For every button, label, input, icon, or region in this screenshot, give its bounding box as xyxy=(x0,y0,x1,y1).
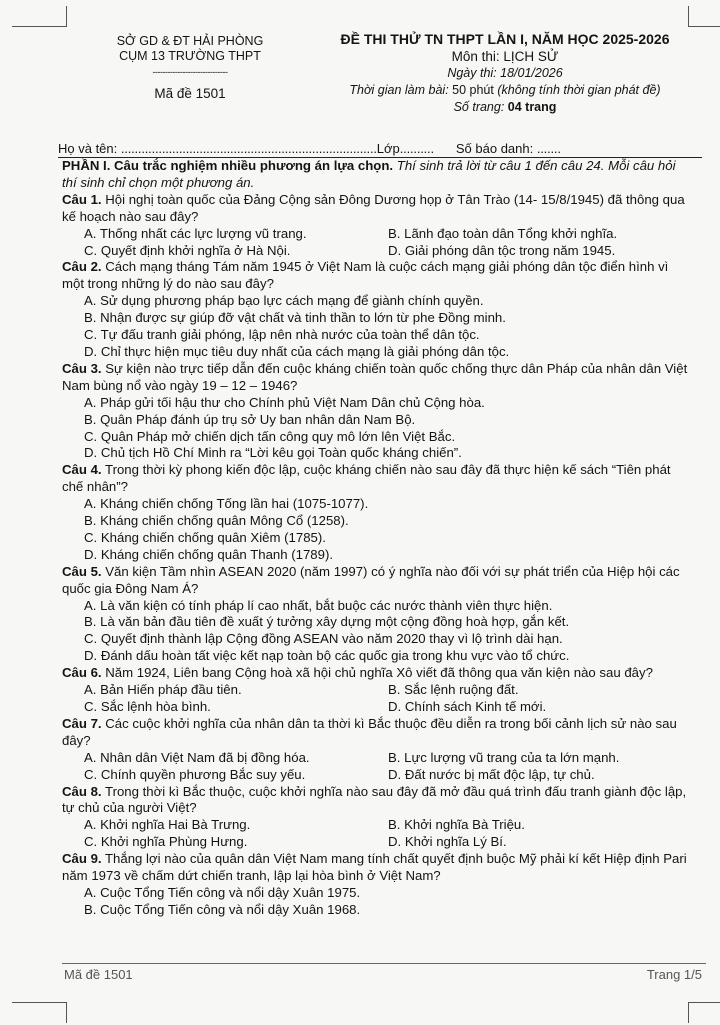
footer-exam-code: Mã đề 1501 xyxy=(64,967,133,982)
answer-option[interactable]: D. Chủ tịch Hồ Chí Minh ra “Lời kêu gọi Toàn quốc kháng chiến”. xyxy=(84,445,462,461)
student-info-line xyxy=(58,141,702,156)
header-right xyxy=(290,31,720,116)
duration-value: 50 phút xyxy=(452,83,494,97)
answer-option[interactable]: D. Đánh dấu hoàn tất việc kết nạp toàn bộ các quốc gia trong khu vực vào tổ chức. xyxy=(84,648,570,664)
exam-subject: Môn thi: LỊCH SỬ xyxy=(451,49,559,64)
crop-mark-top-left xyxy=(12,6,67,27)
answer-option[interactable]: C. Quyết định thành lập Cộng đồng ASEAN vào năm 2020 thay vì lộ trình dài hạn. xyxy=(84,631,563,647)
answer-option[interactable]: A. Cuộc Tổng Tiến công và nổi dậy Xuân 1975. xyxy=(84,884,361,900)
page-footer xyxy=(0,963,720,1003)
answer-option[interactable]: A. Bản Hiến pháp đầu tiên. xyxy=(84,682,242,698)
page-count xyxy=(290,99,720,116)
answer-option[interactable]: B. Quân Pháp đánh úp trụ sở Uy ban nhân dân Nam Bộ. xyxy=(84,411,416,427)
answer-option[interactable]: C. Chính quyền phương Bắc suy yếu. xyxy=(84,766,306,782)
name-field[interactable]: ........................................................................... xyxy=(120,141,377,156)
duration-label: Thời gian làm bài: xyxy=(349,83,453,97)
exam-date: Ngày thi: 18/01/2026 xyxy=(447,66,563,80)
answer-option[interactable]: C. Kháng chiến chống quân Xiêm (1785). xyxy=(84,529,326,545)
footer-page-number: Trang 1/5 xyxy=(646,967,702,982)
answer-option[interactable]: D. Kháng chiến chống quân Thanh (1789). xyxy=(84,546,334,562)
part-1-title: PHẦN I. Câu trắc nghiệm nhiều phương án lựa chọn. xyxy=(62,158,394,173)
part-1-instruction: Thí sinh trả lời từ câu 1 đến câu 24. Mỗi câu hỏi thí sinh chỉ chọn một phương án. xyxy=(62,158,676,190)
question-2 xyxy=(62,259,692,293)
answer-option[interactable]: A. Kháng chiến chống Tống lần hai (1075-1077). xyxy=(84,496,369,512)
exam-body xyxy=(62,158,692,919)
answer-option[interactable]: A. Sử dụng phương pháp bạo lực cách mạng để giành chính quyền. xyxy=(84,293,484,309)
answer-option[interactable]: D. Khởi nghĩa Lý Bí. xyxy=(388,834,507,850)
question-9 xyxy=(62,851,692,885)
department: SỞ GD & ĐT HẢI PHÒNG xyxy=(116,34,264,48)
answer-option[interactable]: B. Là văn bản đầu tiên đề xuất ý tưởng xây dựng một cộng đồng hoà hợp, gắn kết. xyxy=(84,614,570,630)
answer-option[interactable]: A. Khởi nghĩa Hai Bà Trưng. xyxy=(84,817,251,833)
answer-option[interactable]: B. Lãnh đạo toàn dân Tổng khởi nghĩa. xyxy=(388,225,618,241)
answer-option[interactable]: B. Cuộc Tổng Tiến công và nổi dậy Xuân 1968. xyxy=(84,901,361,917)
question-number: Câu 4. xyxy=(62,462,102,478)
question-text: Các cuộc khởi nghĩa của nhân dân ta thời kì Bắc thuộc đều diễn ra trong bối cảnh lịch sử nào sau đây? xyxy=(62,715,677,748)
answer-option[interactable]: C. Tự đấu tranh giải phóng, lập nên nhà nước của toàn thể dân tộc. xyxy=(84,327,480,343)
option-row xyxy=(62,243,692,260)
answer-option[interactable]: B. Kháng chiến chống quân Mông Cổ (1258). xyxy=(84,513,349,529)
answer-option[interactable]: D. Giải phóng dân tộc trong năm 1945. xyxy=(388,242,616,258)
question-number: Câu 9. xyxy=(62,851,102,867)
answer-option[interactable]: B. Nhận được sự giúp đỡ vật chất và tinh thần to lớn từ phe Đồng minh. xyxy=(84,310,506,326)
answer-option[interactable]: D. Đất nước bị mất độc lập, tự chủ. xyxy=(388,766,595,782)
question-8 xyxy=(62,784,692,818)
question-text: Cách mạng tháng Tám năm 1945 ở Việt Nam là cuộc cách mạng giải phóng dân tộc điển hình vì một trong những lý do nào sau đây? xyxy=(62,259,669,292)
option-row xyxy=(62,699,692,716)
question-text: Trong thời kỳ phong kiến độc lập, cuộc kháng chiến nào sau đây đã thực hiện kế sách “Tiên phát chế nhân”? xyxy=(62,462,671,495)
exam-code: Mã đề 1501 xyxy=(154,86,226,101)
crop-mark-bottom-right xyxy=(688,1002,720,1023)
answer-option[interactable]: A. Nhân dân Việt Nam đã bị đồng hóa. xyxy=(84,749,310,765)
footer-divider xyxy=(62,963,706,964)
question-6 xyxy=(62,665,692,682)
part-1-heading xyxy=(62,158,692,192)
name-label: Họ và tên: xyxy=(58,141,121,156)
school-cluster: CỤM 13 TRƯỜNG THPT xyxy=(119,49,261,63)
question-number: Câu 3. xyxy=(62,360,102,376)
question-number: Câu 1. xyxy=(62,191,102,207)
option-row xyxy=(62,682,692,699)
question-1 xyxy=(62,192,692,226)
option-row xyxy=(62,834,692,851)
answer-option[interactable]: A. Thống nhất các lực lượng vũ trang. xyxy=(84,225,307,241)
option-row xyxy=(62,226,692,243)
header-divider: ------------------------------ xyxy=(152,67,228,77)
question-number: Câu 2. xyxy=(62,259,102,275)
question-number: Câu 8. xyxy=(62,783,102,799)
answer-option[interactable]: D. Chính sách Kinh tế mới. xyxy=(388,699,547,714)
question-list xyxy=(62,192,692,919)
question-number: Câu 7. xyxy=(62,715,102,731)
question-3 xyxy=(62,361,692,395)
class-label: Lớp xyxy=(376,141,400,156)
answer-option[interactable]: D. Chỉ thực hiện mục tiêu duy nhất của cách mạng là giải phóng dân tộc. xyxy=(84,343,510,359)
question-text: Năm 1924, Liên bang Cộng hoà xã hội chủ nghĩa Xô viết đã thông qua văn kiện nào sau đây? xyxy=(101,665,653,681)
header-left xyxy=(85,34,295,101)
option-row xyxy=(62,817,692,834)
answer-option[interactable]: A. Là văn kiện có tính pháp lí cao nhất, bắt buộc các nước thành viên thực hiện. xyxy=(84,597,553,613)
option-row xyxy=(62,750,692,767)
question-text: Hội nghị toàn quốc của Đảng Cộng sản Đông Dương họp ở Tân Trào (14- 15/8/1945) đã thông qua kế hoạch nào sau đây? xyxy=(62,191,685,224)
answer-option[interactable]: C. Khởi nghĩa Phùng Hưng. xyxy=(84,834,248,850)
answer-option[interactable]: B. Sắc lệnh ruộng đất. xyxy=(388,682,519,698)
class-field[interactable]: .......... xyxy=(399,141,434,156)
sbd-field[interactable]: ....... xyxy=(536,141,561,156)
question-5 xyxy=(62,564,692,598)
question-number: Câu 5. xyxy=(62,563,102,579)
answer-option[interactable]: C. Quyết định khởi nghĩa ở Hà Nội. xyxy=(84,242,291,258)
exam-title: ĐỀ THI THỬ TN THPT LẦN I, NĂM HỌC 2025-2026 xyxy=(340,31,670,47)
crop-mark-top-right xyxy=(688,6,720,27)
duration-note: (không tính thời gian phát đề) xyxy=(493,83,661,97)
question-text: Trong thời kì Bắc thuộc, cuộc khởi nghĩa nào sau đây đã mở đầu quá trình đấu tranh giành độc lập, tự chủ của người Việt? xyxy=(62,783,687,816)
question-7 xyxy=(62,716,692,750)
page-count-label: Số trang: xyxy=(453,100,508,114)
question-text: Thắng lợi nào của quân dân Việt Nam mang tính chất quyết định buộc Mỹ phải kí kết Hiệp định Pari năm 1973 về chấm dứt chiến tranh, lập lại hòa bình ở Việt Nam? xyxy=(62,851,687,884)
question-4 xyxy=(62,462,692,496)
page-count-value: 04 trang xyxy=(507,100,557,114)
sbd-label: Số báo danh: xyxy=(455,141,537,156)
answer-option[interactable]: B. Lực lượng vũ trang của ta lớn mạnh. xyxy=(388,749,620,765)
option-row xyxy=(62,767,692,784)
exam-duration xyxy=(290,82,720,99)
question-text: Sự kiện nào trực tiếp dẫn đến cuộc kháng chiến toàn quốc chống thực dân Pháp của nhân dân Việt Nam bùng nổ vào ngày 19 – 12 – 1946? xyxy=(62,360,688,393)
answer-option[interactable]: C. Quân Pháp mở chiến dịch tấn công quy mô lớn lên Việt Bắc. xyxy=(84,428,456,444)
answer-option[interactable]: A. Pháp gửi tối hậu thư cho Chính phủ Việt Nam Dân chủ Cộng hòa. xyxy=(84,394,485,410)
question-number: Câu 6. xyxy=(62,665,102,681)
answer-option[interactable]: B. Khởi nghĩa Bà Triệu. xyxy=(388,817,525,833)
question-text: Văn kiện Tầm nhìn ASEAN 2020 (năm 1997) có ý nghĩa nào đối với sự phát triển của Hiệp hội các quốc gia Đông Nam Á? xyxy=(62,563,680,596)
crop-mark-bottom-left xyxy=(12,1002,67,1023)
answer-option[interactable]: C. Sắc lệnh hòa bình. xyxy=(84,699,211,714)
